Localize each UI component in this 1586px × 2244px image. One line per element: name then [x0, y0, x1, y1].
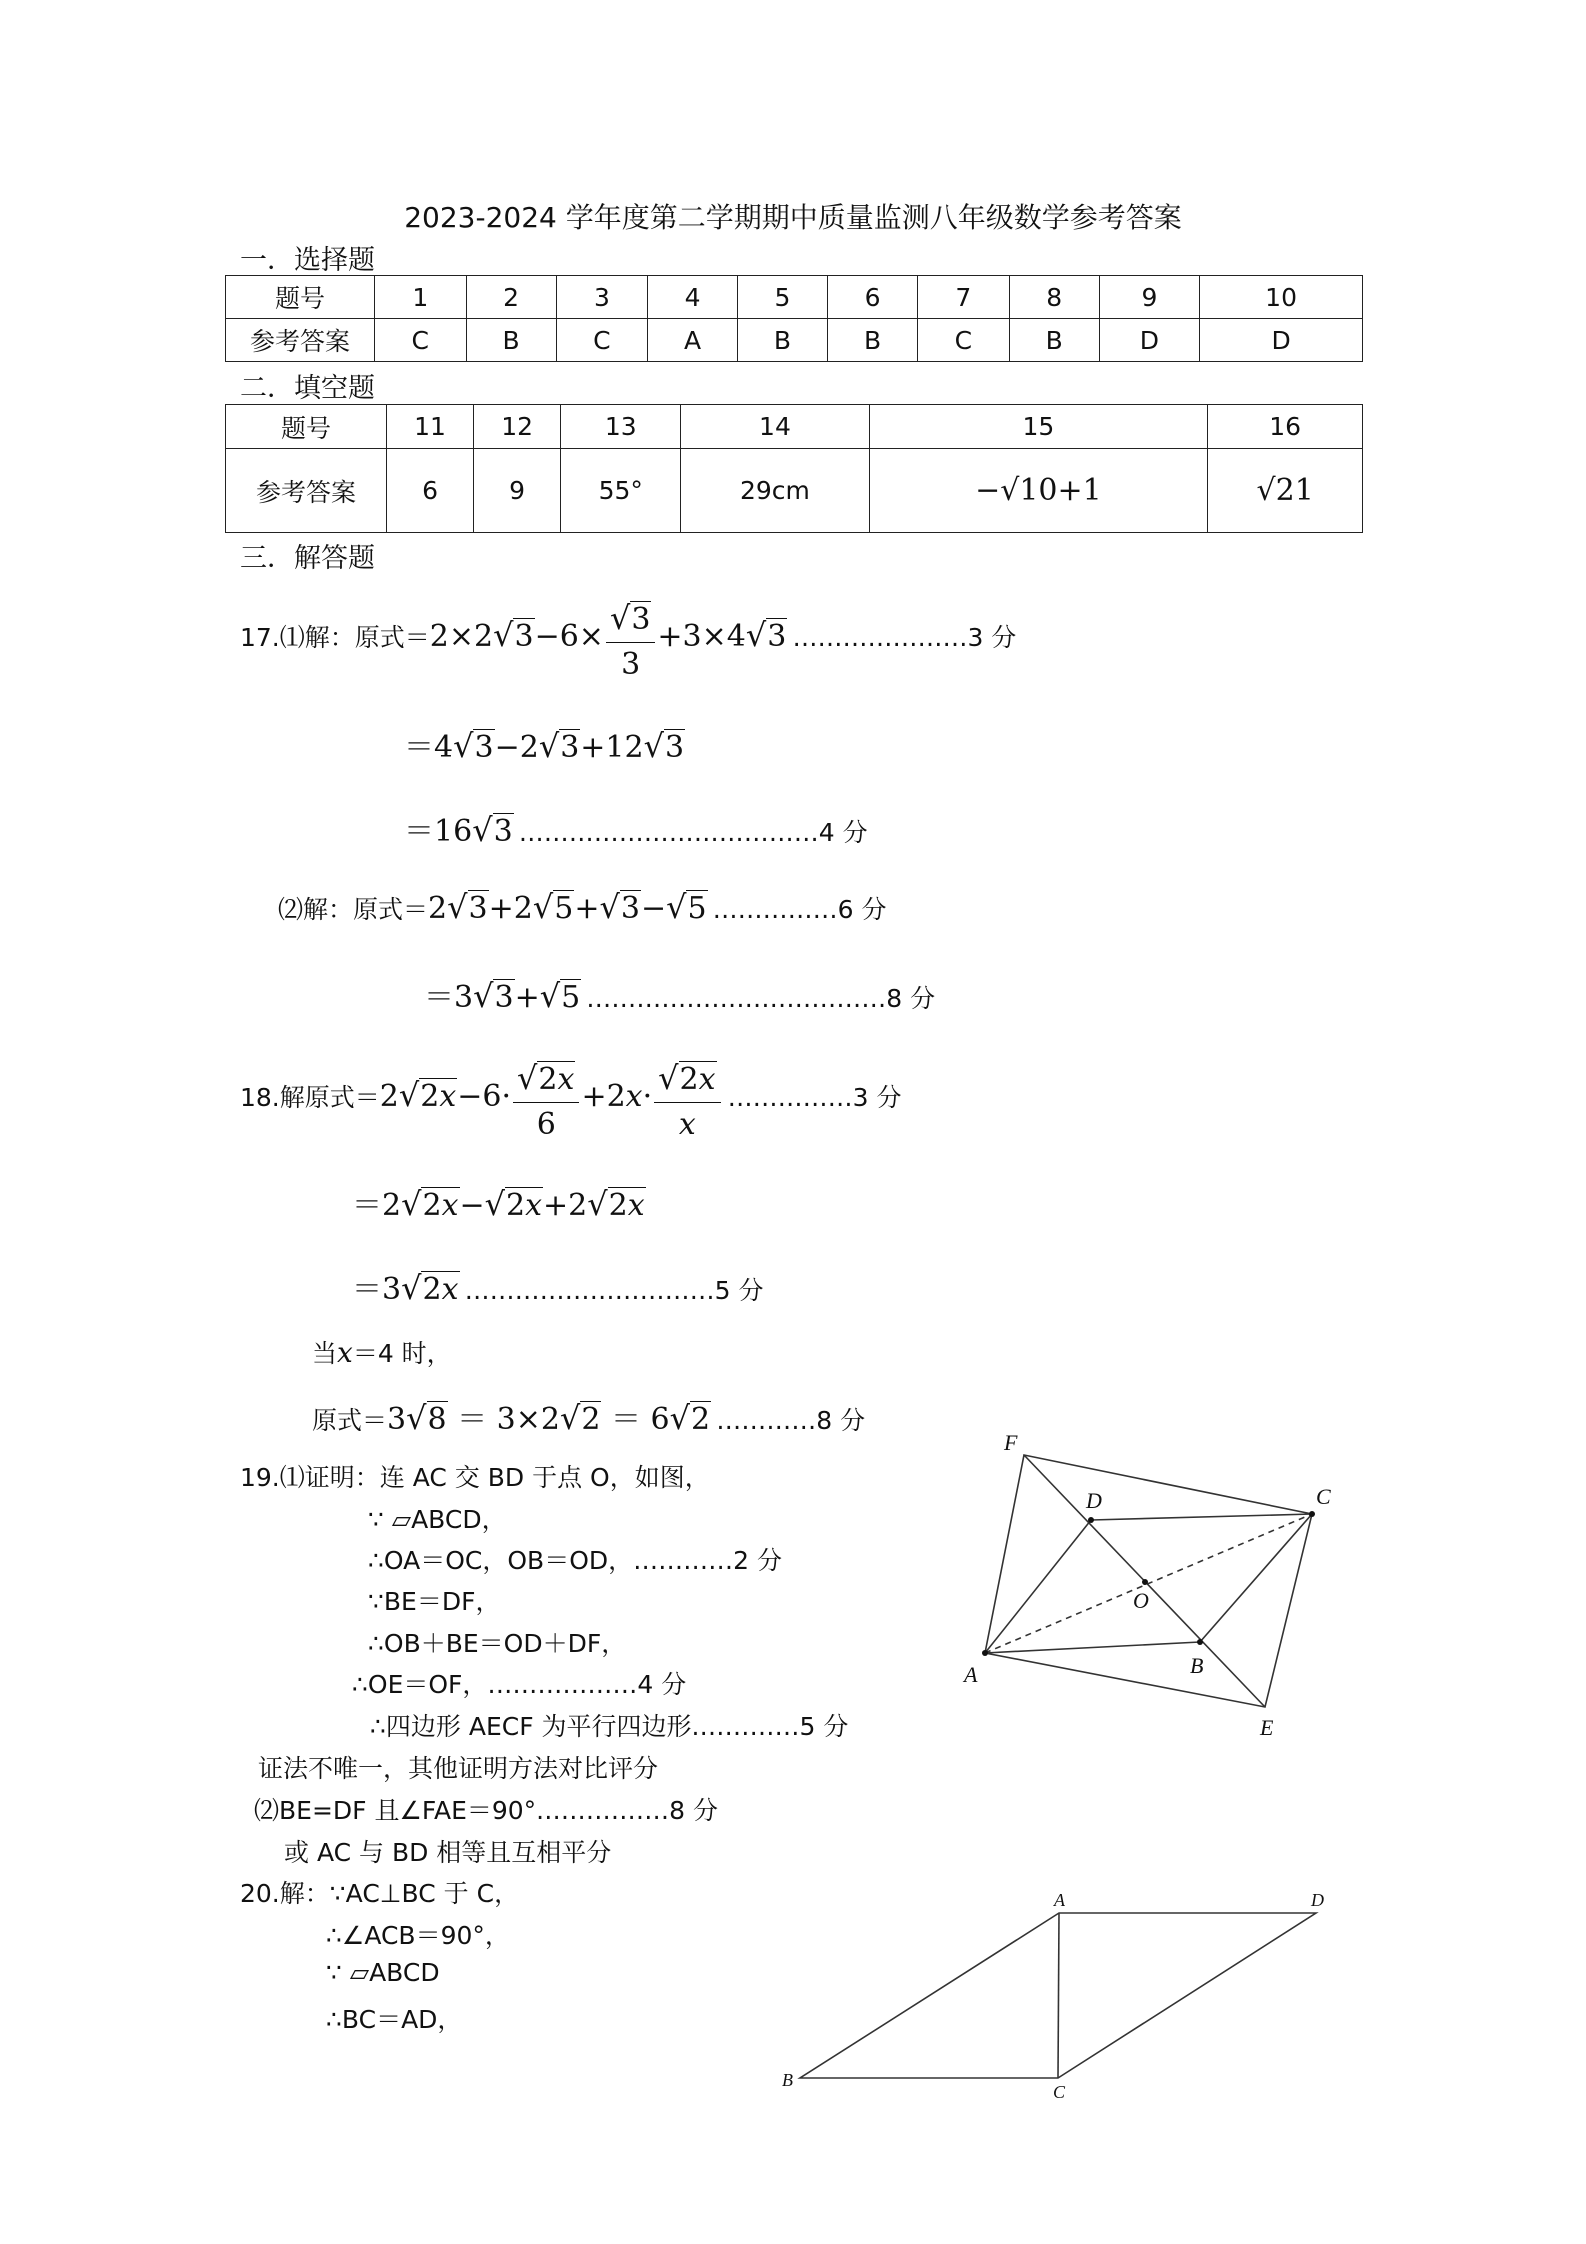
- q20-line2: ∴∠ACB＝90°，: [326, 1921, 510, 1950]
- score-marker: …………………………5 分: [464, 1276, 764, 1305]
- vertex-label-a: A: [964, 1662, 978, 1687]
- vertex-label-f: F: [1004, 1430, 1018, 1455]
- q19-line8: 证法不唯一，其他证明方法对比评分: [258, 1754, 659, 1783]
- vertex-label-a: A: [1054, 1890, 1065, 1910]
- question-number: 12: [474, 405, 561, 449]
- score-marker: ……………6 分: [712, 895, 887, 924]
- table-answer-label: 参考答案: [226, 319, 375, 362]
- q19-line2: ∵ ▱ABCD，: [368, 1505, 507, 1534]
- question-number: 7: [918, 276, 1010, 319]
- q20-line4: ∴BC＝AD，: [326, 2005, 463, 2034]
- question-number: 5: [737, 276, 827, 319]
- q19-line3: ∴OA＝OC，OB＝OD，…………2 分: [368, 1546, 782, 1575]
- q18-label: 18.解原式＝: [240, 1083, 380, 1112]
- q19-line5: ∴OB＋BE＝OD＋DF，: [368, 1629, 627, 1658]
- vertex-label-c: C: [1316, 1484, 1331, 1509]
- table-answer-label: 参考答案: [226, 449, 387, 533]
- vertex-label-e: E: [1260, 1715, 1274, 1740]
- q19-parallelogram-figure: [950, 1420, 1350, 1750]
- q17-part1-line3: ＝16√3 ………………………………4 分: [404, 811, 868, 849]
- table-header-label: 题号: [226, 276, 375, 319]
- choice-answer-table: [225, 275, 1363, 362]
- answer-cell: D: [1099, 319, 1200, 362]
- answer-cell: 9: [474, 449, 561, 533]
- answer-cell: B: [828, 319, 918, 362]
- q17-part1-line2: ＝4√3−2√3+12√3: [404, 727, 685, 765]
- q17-part2-line2: ＝3√3+√5 ………………………………8 分: [424, 977, 936, 1015]
- fill-answer-table: [225, 404, 1363, 533]
- fraction: $\frac{√3}{3}$: [606, 596, 655, 687]
- condition-suffix: ＝4 时，: [352, 1339, 452, 1368]
- answer-cell: C: [556, 319, 648, 362]
- q19-line1: 19.⑴证明：连 AC 交 BD 于点 O，如图，: [240, 1463, 710, 1492]
- q19-line6: ∴OE＝OF，………………4 分: [352, 1670, 687, 1699]
- q17-label: 17.⑴解：原式＝: [240, 623, 430, 652]
- question-number: 6: [828, 276, 918, 319]
- q17-part2-line1: ⑵解：原式＝2√3+2√5+√3−√5 ……………6 分: [278, 888, 887, 926]
- answer-cell: B: [1009, 319, 1099, 362]
- score-marker: ………………………………4 分: [518, 818, 868, 847]
- answer-cell: D: [1200, 319, 1363, 362]
- question-number: 16: [1208, 405, 1363, 449]
- answer-cell: 55°: [561, 449, 681, 533]
- question-number: 8: [1009, 276, 1099, 319]
- page-title: 2023-2024 学年度第二学期期中质量监测八年级数学参考答案: [404, 201, 1182, 234]
- vertex-label-b: B: [782, 2070, 793, 2090]
- score-marker: …………8 分: [716, 1406, 866, 1435]
- section-heading-choice: 一．选择题: [240, 245, 375, 276]
- final-label: 原式＝: [312, 1406, 388, 1435]
- q18-line2: ＝2√2x−√2x+2√2x: [352, 1185, 645, 1223]
- answer-cell: −√10+1: [869, 449, 1208, 533]
- q19-line10: 或 AC 与 BD 相等且互相平分: [284, 1838, 612, 1867]
- q20-line1: 20.解：∵AC⊥BC 于 C，: [240, 1879, 520, 1908]
- fraction: $\frac{√2x}{x}$: [654, 1056, 720, 1147]
- q17-part1-line1: 17.⑴解：原式＝2×2√3−6× $\frac{√3}{3}$ +3×4√3 …………………3 分: [240, 596, 1016, 687]
- section-heading-solutions: 三．解答题: [240, 543, 375, 574]
- q18-line3: ＝3√2x …………………………5 分: [352, 1269, 764, 1307]
- question-number: 13: [561, 405, 681, 449]
- score-marker: ………………………………8 分: [586, 984, 936, 1013]
- vertex-label-c: C: [1053, 2082, 1066, 2102]
- condition-prefix: 当: [312, 1339, 338, 1368]
- q19-line4: ∵BE＝DF，: [368, 1587, 501, 1616]
- vertex-label-d: D: [1086, 1488, 1102, 1513]
- answer-cell: B: [466, 319, 556, 362]
- question-number: 10: [1200, 276, 1363, 319]
- q19-line7: ∴四边形 AECF 为平行四边形.…………5 分: [370, 1712, 849, 1741]
- answer-cell: A: [648, 319, 738, 362]
- vertex-label-b: B: [1190, 1653, 1204, 1678]
- question-number: 14: [681, 405, 869, 449]
- vertex-label-d: D: [1311, 1890, 1324, 1910]
- question-number: 15: [869, 405, 1208, 449]
- question-number: 1: [375, 276, 467, 319]
- fraction: $\frac{√2x}{6}$: [513, 1056, 579, 1147]
- question-number: 4: [648, 276, 738, 319]
- q18-condition: 当x＝4 时，: [312, 1336, 452, 1369]
- answer-cell: 29cm: [681, 449, 869, 533]
- answer-cell: 6: [387, 449, 474, 533]
- question-number: 3: [556, 276, 648, 319]
- score-marker: …………………3 分: [792, 623, 1017, 652]
- question-number: 9: [1099, 276, 1200, 319]
- table-header-label: 题号: [226, 405, 387, 449]
- vertex-label-o: O: [1133, 1588, 1149, 1613]
- answer-cell: C: [918, 319, 1010, 362]
- score-marker: ……………3 分: [727, 1083, 902, 1112]
- question-number: 11: [387, 405, 474, 449]
- q20-line3: ∵ ▱ABCD: [326, 1958, 440, 1987]
- q18-final: 原式＝3√8 ＝ 3×2√2 ＝ 6√2 …………8 分: [312, 1399, 866, 1437]
- q19-line9: ⑵BE=DF 且∠FAE＝90°.……………8 分: [254, 1796, 718, 1825]
- q20-parallelogram-figure: [770, 1880, 1340, 2120]
- question-number: 2: [466, 276, 556, 319]
- q18-line1: 18.解原式＝2√2x−6· $\frac{√2x}{6}$ +2x· $\frac{√2x}{x}$ ……………3 分: [240, 1056, 902, 1147]
- section-heading-fill: 二．填空题: [240, 373, 375, 404]
- answer-cell: B: [737, 319, 827, 362]
- answer-cell: C: [375, 319, 467, 362]
- answer-cell: √21: [1208, 449, 1363, 533]
- q17-part2-label: ⑵解：原式＝: [278, 895, 429, 924]
